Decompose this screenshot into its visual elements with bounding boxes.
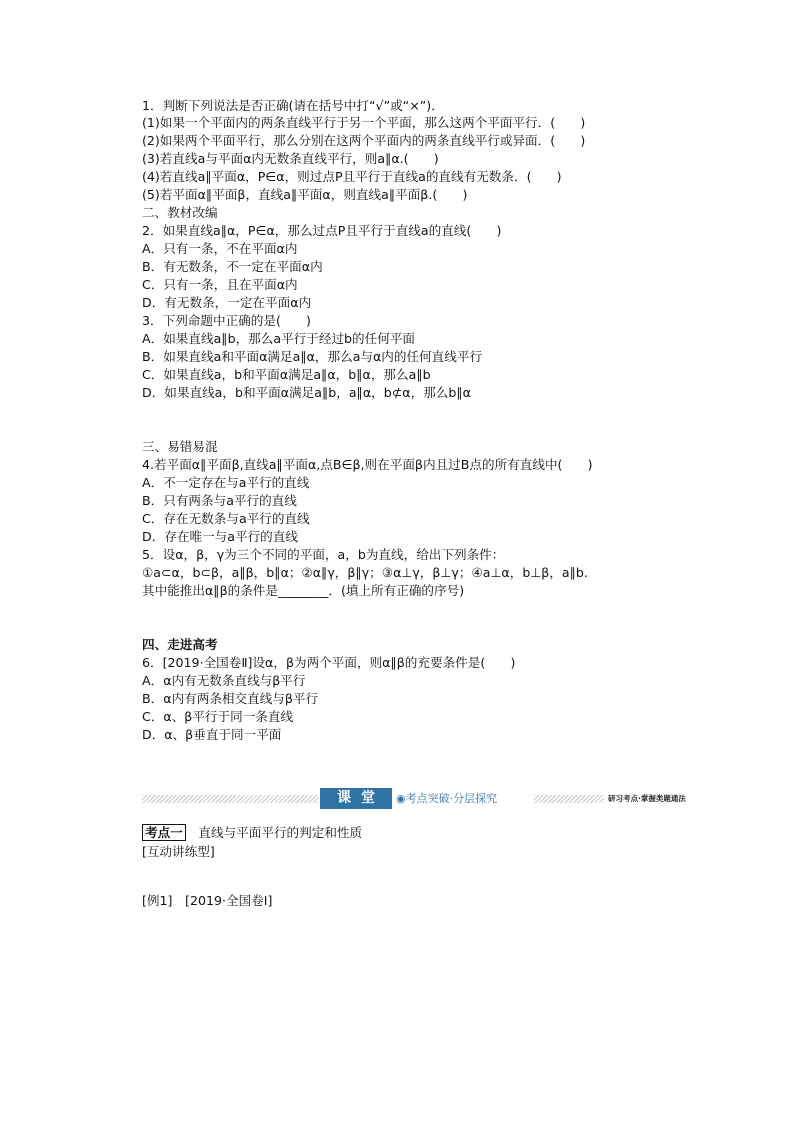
text-line: 1．判断下列说法是否正确(请在括号中打“√”或“×”)． — [142, 98, 444, 113]
text-line: A．如果直线a∥b，那么a平行于经过b的任何平面 — [142, 331, 416, 346]
text-line: A．只有一条，不在平面α内 — [142, 241, 298, 256]
banner-hatch-right — [534, 795, 604, 803]
text-line: 二、教材改编 — [142, 205, 218, 220]
text-line: B．α内有两条相交直线与β平行 — [142, 691, 319, 706]
text-line: D．存在唯一与a平行的直线 — [142, 529, 298, 544]
text-line: (1)如果一个平面内的两条直线平行于另一个平面，那么这两个平面平行．( ) — [142, 115, 586, 130]
text-line: (5)若平面α∥平面β，直线a∥平面α，则直线a∥平面β.( ) — [142, 187, 468, 202]
text-line: 3．下列命题中正确的是( ) — [142, 313, 311, 328]
text-line: 其中能推出α∥β的条件是________．(填上所有正确的序号) — [142, 583, 465, 598]
section-tag: [互动讲练型] — [142, 844, 215, 859]
text-line: B．只有两条与a平行的直线 — [142, 493, 297, 508]
text-line: C．如果直线a，b和平面α满足a∥α，b∥α，那么a∥b — [142, 367, 431, 382]
text-line: D．如果直线a，b和平面α满足a∥b，a∥α，b⊄α，那么b∥α — [142, 385, 471, 400]
section-heading — [142, 824, 362, 841]
class-banner — [142, 788, 702, 812]
banner-subtitle: ◉考点突破·分层探究 — [396, 792, 498, 805]
banner-tag: 研习考点·掌握类题通法 — [608, 794, 686, 803]
text-line: B．有无数条，不一定在平面α内 — [142, 259, 323, 274]
text-line: ①a⊂α，b⊂β，a∥β，b∥α；②α∥γ，β∥γ；③α⊥γ，β⊥γ；④a⊥α，b⊥β，a∥b. — [142, 565, 588, 580]
text-line: C．只有一条，且在平面α内 — [142, 277, 298, 292]
example-label: [例1] [2019·全国卷Ⅰ] — [142, 893, 273, 908]
text-line: 4.若平面α∥平面β,直线a∥平面α,点B∈β,则在平面β内且过B点的所有直线中( ) — [142, 457, 593, 472]
banner-hatch-left — [142, 795, 318, 803]
text-line: A．α内有无数条直线与β平行 — [142, 673, 306, 688]
text-line: C．存在无数条与a平行的直线 — [142, 511, 310, 526]
banner-title: 课堂 — [320, 788, 392, 809]
text-line: 四、走进高考 — [142, 637, 218, 652]
text-line: D．有无数条，一定在平面α内 — [142, 295, 312, 310]
text-line: 6．[2019·全国卷Ⅱ]设α，β为两个平面，则α∥β的充要条件是( ) — [142, 655, 516, 670]
text-line: (2)如果两个平面平行，那么分别在这两个平面内的两条直线平行或异面．( ) — [142, 133, 586, 148]
section-label: 考点一 — [142, 824, 186, 841]
text-line: 2．如果直线a∥α，P∈α，那么过点P且平行于直线a的直线( ) — [142, 223, 502, 238]
text-line: (3)若直线a与平面α内无数条直线平行，则a∥α.( ) — [142, 151, 439, 166]
text-line: (4)若直线a∥平面α，P∈α，则过点P且平行于直线a的直线有无数条．( ) — [142, 169, 562, 184]
text-line: B．如果直线a和平面α满足a∥α，那么a与α内的任何直线平行 — [142, 349, 483, 364]
text-line: 三、易错易混 — [142, 439, 218, 454]
text-line: D．α、β垂直于同一平面 — [142, 727, 282, 742]
section-title: 直线与平面平行的判定和性质 — [185, 825, 363, 840]
text-line: 5．设α，β，γ为三个不同的平面，a，b为直线，给出下列条件： — [142, 547, 505, 562]
text-line: A．不一定存在与a平行的直线 — [142, 475, 310, 490]
text-line: C．α、β平行于同一条直线 — [142, 709, 294, 724]
